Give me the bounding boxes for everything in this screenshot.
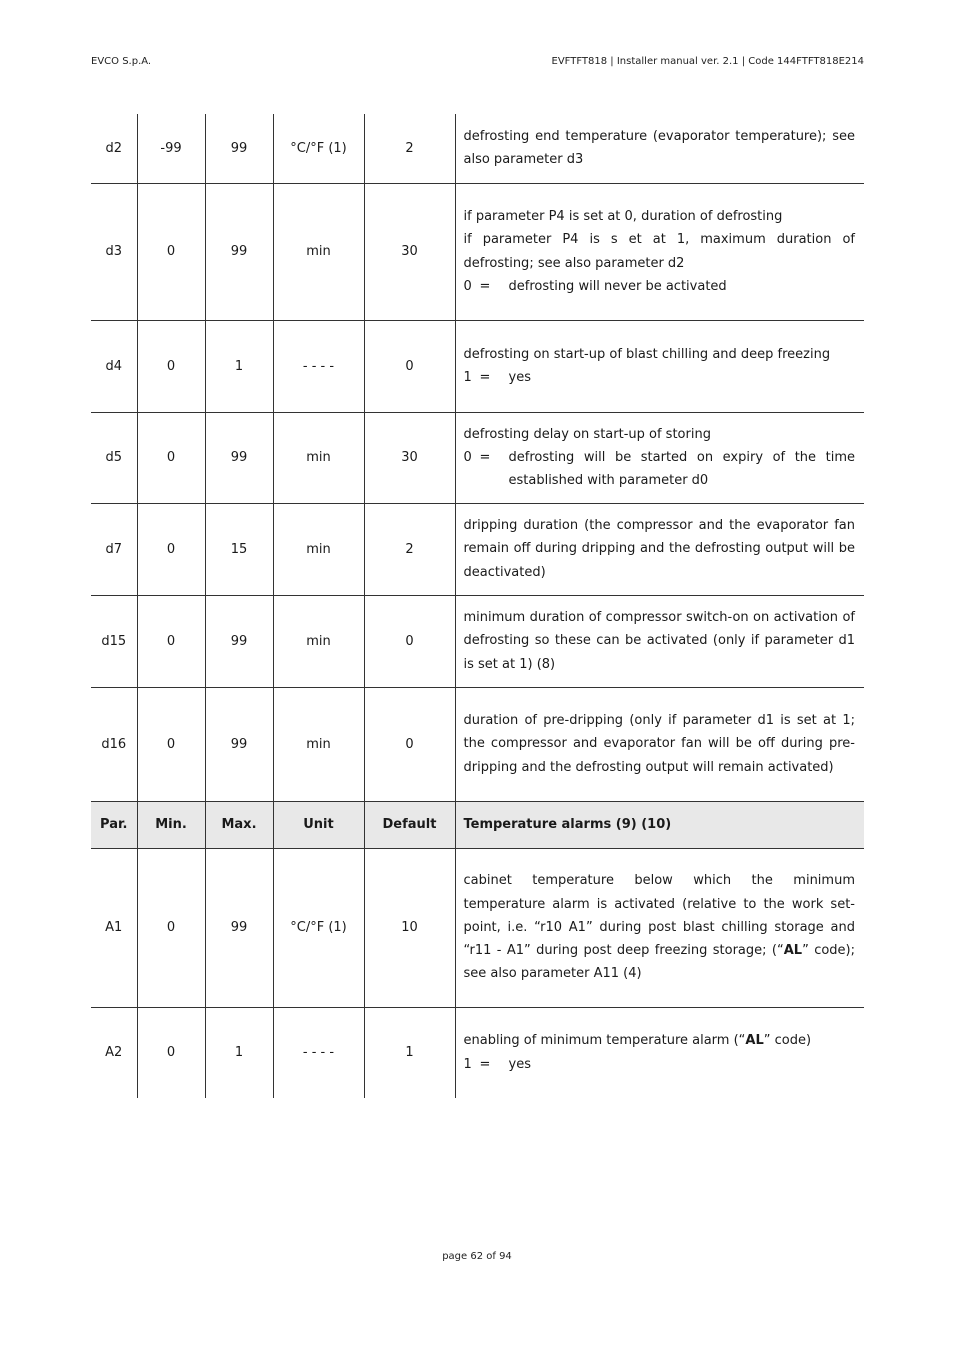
description-line: dripping duration (the compressor and the evaporator fan remain off during dripping and the defrosting output will be deactivated) <box>463 518 855 580</box>
cell-min: 0 <box>137 687 205 801</box>
value-option <box>464 366 856 389</box>
description-line: defrosting delay on start-up of storing <box>463 426 711 442</box>
parameters-table <box>91 114 864 1098</box>
cell-min: 0 <box>137 848 205 1007</box>
option-value: 0 <box>463 278 472 294</box>
option-equals: = <box>479 370 491 385</box>
cell-description <box>455 114 864 183</box>
column-header-default: Default <box>364 801 455 848</box>
description-line: if parameter P4 is set at 0, duration of defrosting <box>463 208 783 224</box>
table-row <box>91 848 864 1007</box>
column-header-par: Par. <box>91 801 137 848</box>
cell-default: 30 <box>364 412 455 503</box>
description-line: defrosting on start-up of blast chilling and deep freezing <box>463 346 831 362</box>
table-row <box>91 320 864 412</box>
description-text: cabinet temperature below which the minimum temperature alarm is activated (relative to the work set-point, i.e. “r10 A1” during post blast chilling storage and “r11 - A1” during post deep freezing storage; (“ <box>463 873 855 959</box>
cell-default: 0 <box>364 595 455 687</box>
cell-default: 0 <box>364 687 455 801</box>
table-row <box>91 183 864 320</box>
cell-default: 2 <box>364 503 455 595</box>
cell-unit: min <box>273 503 364 595</box>
cell-default: 10 <box>364 848 455 1007</box>
description-line: defrosting end temperature (evaporator temperature); see also parameter d3 <box>463 128 855 168</box>
option-value: 0 <box>463 449 472 465</box>
cell-unit: °C/°F (1) <box>273 114 364 183</box>
column-header-max: Max. <box>205 801 273 848</box>
cell-par: d3 <box>91 183 137 320</box>
table-row <box>91 595 864 687</box>
cell-par: A2 <box>91 1007 137 1098</box>
cell-max: 1 <box>205 320 273 412</box>
option-value: 1 <box>463 1056 472 1072</box>
cell-par: d4 <box>91 320 137 412</box>
cell-min: 0 <box>137 183 205 320</box>
cell-default: 2 <box>364 114 455 183</box>
cell-description <box>455 183 864 320</box>
description-line <box>464 1029 856 1052</box>
cell-description <box>455 595 864 687</box>
option-text: defrosting will never be activated <box>508 278 727 294</box>
cell-max: 99 <box>205 412 273 503</box>
cell-unit: min <box>273 687 364 801</box>
description-line: minimum duration of compressor switch-on on activation of defrosting so these can be activated (only if parameter d1 is set at 1) (8) <box>463 610 855 672</box>
cell-unit: min <box>273 412 364 503</box>
table-row <box>91 503 864 595</box>
option-text: yes <box>508 1056 531 1072</box>
cell-min: 0 <box>137 503 205 595</box>
cell-description <box>455 412 864 503</box>
cell-description <box>455 1007 864 1098</box>
cell-description <box>455 687 864 801</box>
cell-max: 1 <box>205 1007 273 1098</box>
description-line: if parameter P4 is s et at 1, maximum duration of defrosting; see also parameter d2 <box>463 232 855 271</box>
value-option <box>464 1053 856 1076</box>
cell-par: d7 <box>91 503 137 595</box>
cell-par: d2 <box>91 114 137 183</box>
cell-min: 0 <box>137 1007 205 1098</box>
alarm-code: AL <box>783 943 803 959</box>
cell-description <box>455 320 864 412</box>
cell-min: 0 <box>137 412 205 503</box>
cell-unit: - - - - <box>273 1007 364 1098</box>
cell-default: 0 <box>364 320 455 412</box>
page-number: page 62 of 94 <box>442 1251 512 1262</box>
alarm-code: AL <box>745 1033 764 1049</box>
cell-par: d16 <box>91 687 137 801</box>
cell-unit: °C/°F (1) <box>273 848 364 1007</box>
option-equals: = <box>479 278 491 294</box>
cell-min: 0 <box>137 595 205 687</box>
option-value: 1 <box>463 370 472 385</box>
description-line: duration of pre-dripping (only if parameter d1 is set at 1; the compressor and evaporator fan will be off during pre-dripping and the defrosting output will remain activated) <box>463 713 855 775</box>
cell-par: A1 <box>91 848 137 1007</box>
column-header-min: Min. <box>137 801 205 848</box>
cell-default: 1 <box>364 1007 455 1098</box>
cell-max: 99 <box>205 183 273 320</box>
table-row <box>91 114 864 183</box>
description-text: enabling of minimum temperature alarm (“ <box>463 1033 746 1049</box>
option-equals: = <box>479 1056 491 1072</box>
cell-default: 30 <box>364 183 455 320</box>
cell-unit: - - - - <box>273 320 364 412</box>
table-row <box>91 1007 864 1098</box>
cell-description <box>455 848 864 1007</box>
cell-min: 0 <box>137 320 205 412</box>
table-row <box>91 412 864 503</box>
cell-par: d5 <box>91 412 137 503</box>
cell-max: 99 <box>205 114 273 183</box>
cell-max: 99 <box>205 595 273 687</box>
section-header: Temperature alarms (9) (10) <box>455 801 864 848</box>
cell-max: 99 <box>205 687 273 801</box>
option-equals: = <box>479 449 491 465</box>
header-document-info: EVFTFT818 | Installer manual ver. 2.1 | Code 144FTFT818E214 <box>551 56 864 67</box>
option-text: yes <box>508 370 531 385</box>
cell-par: d15 <box>91 595 137 687</box>
option-text: defrosting will be started on expiry of the time established with parameter d0 <box>508 449 855 489</box>
description-text: ” code); see also parameter A11 (4) <box>463 943 855 982</box>
table-header-row <box>91 801 864 848</box>
cell-min: -99 <box>137 114 205 183</box>
header-company: EVCO S.p.A. <box>91 56 152 67</box>
cell-description <box>455 503 864 595</box>
cell-unit: min <box>273 183 364 320</box>
description-text: ” code) <box>763 1033 812 1049</box>
column-header-unit: Unit <box>273 801 364 848</box>
table-row <box>91 687 864 801</box>
value-option <box>464 275 856 298</box>
cell-max: 15 <box>205 503 273 595</box>
cell-unit: min <box>273 595 364 687</box>
value-option <box>464 446 856 493</box>
cell-max: 99 <box>205 848 273 1007</box>
